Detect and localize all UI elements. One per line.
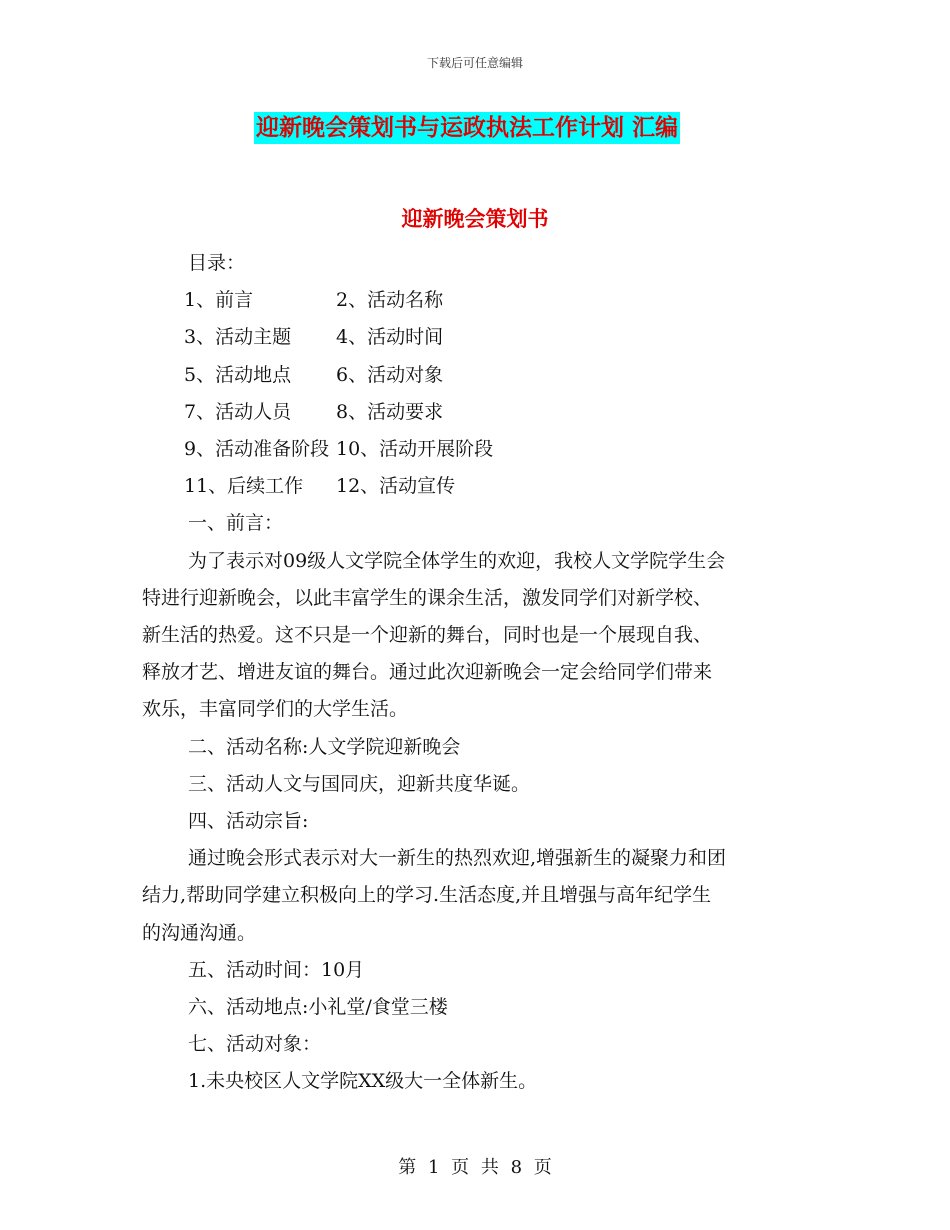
paragraph-line: 的沟通沟通。 <box>142 921 257 944</box>
toc-item: 6、活动对象 <box>336 363 444 386</box>
section-heading-preface: 一、前言： <box>188 512 284 535</box>
paragraph-line: 特进行迎新晚会，以此丰富学生的课余生活，激发同学们对新学校、 <box>142 586 713 609</box>
audience-item: 1.未央校区人文学院XX级大一全体新生。 <box>188 1070 538 1093</box>
section-activity-time: 五、活动时间：10月 <box>188 958 365 981</box>
section-activity-theme: 三、活动人文与国同庆，迎新共度华诞。 <box>188 772 531 795</box>
toc-item: 12、活动宣传 <box>336 475 456 498</box>
section-activity-location: 六、活动地点:小礼堂/食堂三楼 <box>188 996 448 1019</box>
toc-item: 5、活动地点 <box>184 363 292 386</box>
section-heading-purpose: 四、活动宗旨: <box>188 810 309 833</box>
toc-item: 8、活动要求 <box>336 400 444 423</box>
toc-item: 7、活动人员 <box>184 400 292 423</box>
paragraph-line: 结力,帮助同学建立积极向上的学习.生活态度,并且增强与高年纪学生 <box>142 884 712 907</box>
toc-item: 9、活动准备阶段 <box>184 438 330 461</box>
page-number: 第 1 页 共 8 页 <box>398 1157 552 1178</box>
toc-item: 11、后续工作 <box>184 475 304 498</box>
purpose-paragraph <box>142 840 822 952</box>
document-title: 迎新晚会策划书与运政执法工作计划 汇编 <box>254 112 680 144</box>
toc-row <box>142 357 822 394</box>
paragraph-line: 新生活的热爱。这不只是一个迎新的舞台，同时也是一个展现自我、 <box>142 624 713 647</box>
toc-item: 3、活动主题 <box>184 326 292 349</box>
toc-row <box>142 431 822 468</box>
toc-list <box>142 282 822 505</box>
page-header-note: 下载后可任意编辑 <box>426 56 523 70</box>
toc-row <box>142 282 822 319</box>
toc-item: 4、活动时间 <box>336 326 444 349</box>
toc-item: 10、活动开展阶段 <box>336 438 494 461</box>
paragraph-line: 欢乐，丰富同学们的大学生活。 <box>142 698 409 721</box>
toc-item: 2、活动名称 <box>336 289 444 312</box>
toc-item: 1、前言 <box>184 289 254 312</box>
section-title: 迎新晚会策划书 <box>401 207 549 231</box>
document-body <box>142 245 822 1101</box>
paragraph-line: 释放才艺、增进友谊的舞台。通过此次迎新晚会一定会给同学们带来 <box>142 661 713 684</box>
toc-row <box>142 468 822 505</box>
toc-row <box>142 319 822 356</box>
section-heading-audience: 七、活动对象： <box>188 1033 322 1056</box>
toc-row <box>142 394 822 431</box>
paragraph-line: 通过晚会形式表示对大一新生的热烈欢迎,增强新生的凝聚力和团 <box>188 847 727 870</box>
preface-paragraph <box>142 543 822 729</box>
paragraph-line: 为了表示对09级人文学院全体学生的欢迎，我校人文学院学生会 <box>188 549 726 572</box>
toc-heading: 目录： <box>188 252 246 274</box>
section-activity-name: 二、活动名称:人文学院迎新晚会 <box>188 735 461 758</box>
